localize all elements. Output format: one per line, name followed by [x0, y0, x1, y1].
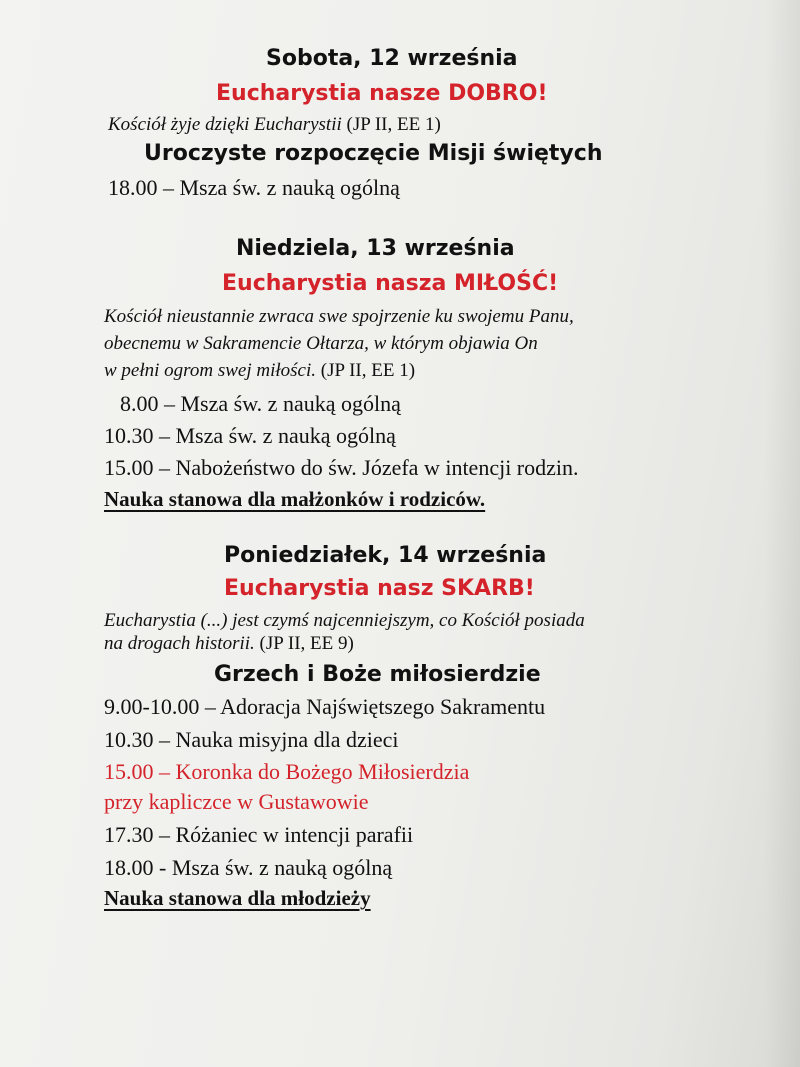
day-3-item-3: 15.00 – Koronka do Bożego Miłosierdzia [104, 759, 470, 784]
day-2-date: Niedziela, 13 września [236, 236, 515, 261]
day-3-theme: Eucharystia nasz SKARB! [224, 576, 535, 601]
quote-reference: (JP II, EE 9) [259, 633, 354, 654]
day-3-quote-line-1: Eucharystia (...) jest czymś najcenniejszym, co Kościół posiada [104, 610, 585, 631]
quote-text: na drogach historii. [104, 633, 260, 654]
day-3-note: Nauka stanowa dla młodzieży [104, 886, 371, 910]
day-2-item-1: 8.00 – Msza św. z nauką ogólną [120, 391, 401, 416]
day-1-quote-line-1 [108, 114, 441, 136]
day-2-item-2: 10.30 – Msza św. z nauką ogólną [104, 423, 396, 448]
day-1-theme: Eucharystia nasze DOBRO! [216, 81, 548, 106]
day-3-item-4: przy kapliczce w Gustawowie [104, 789, 369, 814]
paper-edge-shadow [764, 0, 800, 1067]
day-2-quote-line-3 [104, 360, 415, 382]
day-3-quote-line-2 [104, 633, 354, 655]
day-3-item-5: 17.30 – Różaniec w intencji parafii [104, 822, 414, 847]
day-1-item-1: 18.00 – Msza św. z nauką ogólną [108, 175, 400, 200]
day-2-theme: Eucharystia nasza MIŁOŚĆ! [222, 271, 559, 296]
day-2-quote-line-2: obecnemu w Sakramencie Ołtarza, w którym objawia On [104, 333, 538, 354]
day-2-quote-line-1: Kościół nieustannie zwraca swe spojrzenie ku swojemu Panu, [104, 306, 574, 327]
day-3-subtitle: Grzech i Boże miłosierdzie [214, 662, 541, 687]
quote-reference: (JP II, EE 1) [320, 360, 416, 381]
quote-reference: (JP II, EE 1) [346, 114, 441, 135]
day-2-note: Nauka stanowa dla małżonków i rodziców. [104, 487, 486, 511]
quote-text: w pełni ogrom swej miłości. [104, 360, 321, 381]
day-2-item-3: 15.00 – Nabożeństwo do św. Józefa w intencji rodzin. [104, 455, 579, 480]
day-3-item-6: 18.00 - Msza św. z nauką ogólną [104, 855, 393, 880]
day-3-date: Poniedziałek, 14 września [224, 543, 547, 568]
day-1-subtitle: Uroczyste rozpoczęcie Misji świętych [144, 141, 603, 166]
day-3-item-1: 9.00-10.00 – Adoracja Najświętszego Sakramentu [104, 694, 546, 719]
quote-text: Kościół żyje dzięki Eucharystii [108, 114, 347, 135]
day-1-date: Sobota, 12 września [266, 46, 518, 71]
day-3-item-2: 10.30 – Nauka misyjna dla dzieci [104, 727, 399, 752]
